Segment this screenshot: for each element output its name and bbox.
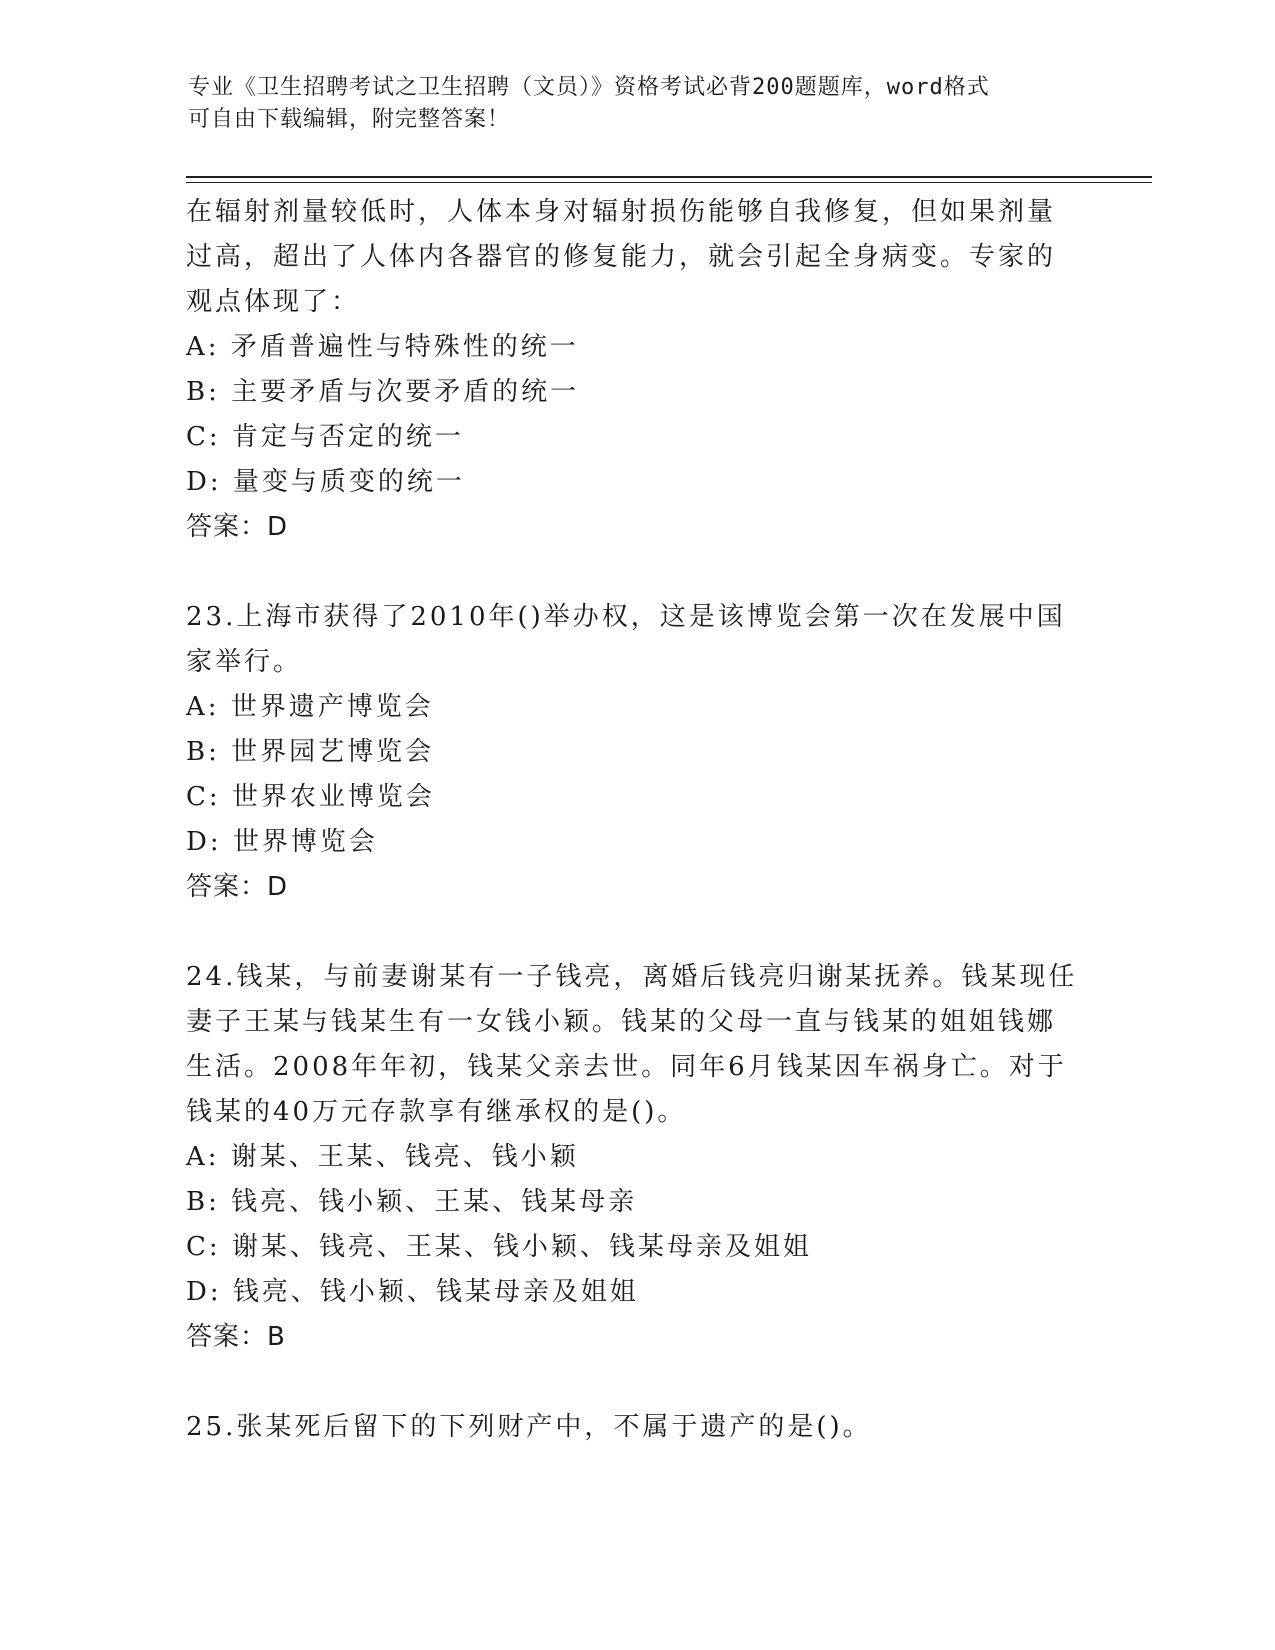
header-divider-thick (186, 176, 1152, 178)
option-b: B: 钱亮、钱小颖、王某、钱某母亲 (186, 1187, 638, 1217)
option-c: C: 肯定与否定的统一 (186, 422, 464, 452)
header-divider-thin (186, 182, 1152, 183)
spacer (186, 550, 1086, 595)
option-b: B: 主要矛盾与次要矛盾的统一 (186, 377, 580, 407)
option-b: B: 世界园艺博览会 (186, 737, 435, 767)
question-stem-line: 钱某的40万元存款享有继承权的是()。 (186, 1097, 687, 1127)
question-stem-line: 妻子王某与钱某生有一女钱小颖。钱某的父母一直与钱某的姐姐钱娜 (186, 1007, 1057, 1037)
option-a: A: 谢某、王某、钱亮、钱小颖 (186, 1142, 579, 1172)
option-d: D: 钱亮、钱小颖、钱某母亲及姐姐 (186, 1277, 639, 1307)
option-d: D: 世界博览会 (186, 827, 378, 857)
question-list (186, 190, 1086, 1450)
question-stem-line: 24.钱某，与前妻谢某有一子钱亮，离婚后钱亮归谢某抚养。钱某现任 (186, 962, 1078, 992)
question-stem-line: 23.上海市获得了2010年()举办权，这是该博览会第一次在发展中国 (186, 602, 1066, 632)
option-a: A: 矛盾普遍性与特殊性的统一 (186, 332, 579, 362)
spacer (186, 1360, 1086, 1405)
answer-line: 答案：B (186, 1322, 286, 1352)
question-stem-line: 25.张某死后留下的下列财产中，不属于遗产的是()。 (186, 1412, 872, 1442)
question-stem-line: 过高，超出了人体内各器官的修复能力，就会引起全身病变。专家的 (186, 242, 1057, 272)
header-line-1: 专业《卫生招聘考试之卫生招聘（文员）》资格考试必背200题题库，word格式 (188, 75, 990, 100)
question-22 (186, 190, 1086, 550)
option-c: C: 世界农业博览会 (186, 782, 435, 812)
option-a: A: 世界遗产博览会 (186, 692, 434, 722)
question-25 (186, 1405, 1086, 1450)
question-stem-line: 观点体现了： (186, 287, 361, 317)
question-stem-line: 在辐射剂量较低时，人体本身对辐射损伤能够自我修复，但如果剂量 (186, 197, 1057, 227)
document-header (188, 72, 1068, 136)
answer-line: 答案：D (186, 872, 289, 902)
header-line-2: 可自由下载编辑，附完整答案！ (188, 107, 511, 132)
option-d: D: 量变与质变的统一 (186, 467, 465, 497)
question-stem-line: 家举行。 (186, 647, 303, 677)
option-c: C: 谢某、钱亮、王某、钱小颖、钱某母亲及姐姐 (186, 1232, 812, 1262)
question-stem-line: 生活。2008年年初，钱某父亲去世。同年6月钱某因车祸身亡。对于 (186, 1052, 1067, 1082)
answer-line: 答案：D (186, 512, 289, 542)
question-24 (186, 955, 1086, 1360)
question-23 (186, 595, 1086, 910)
spacer (186, 910, 1086, 955)
